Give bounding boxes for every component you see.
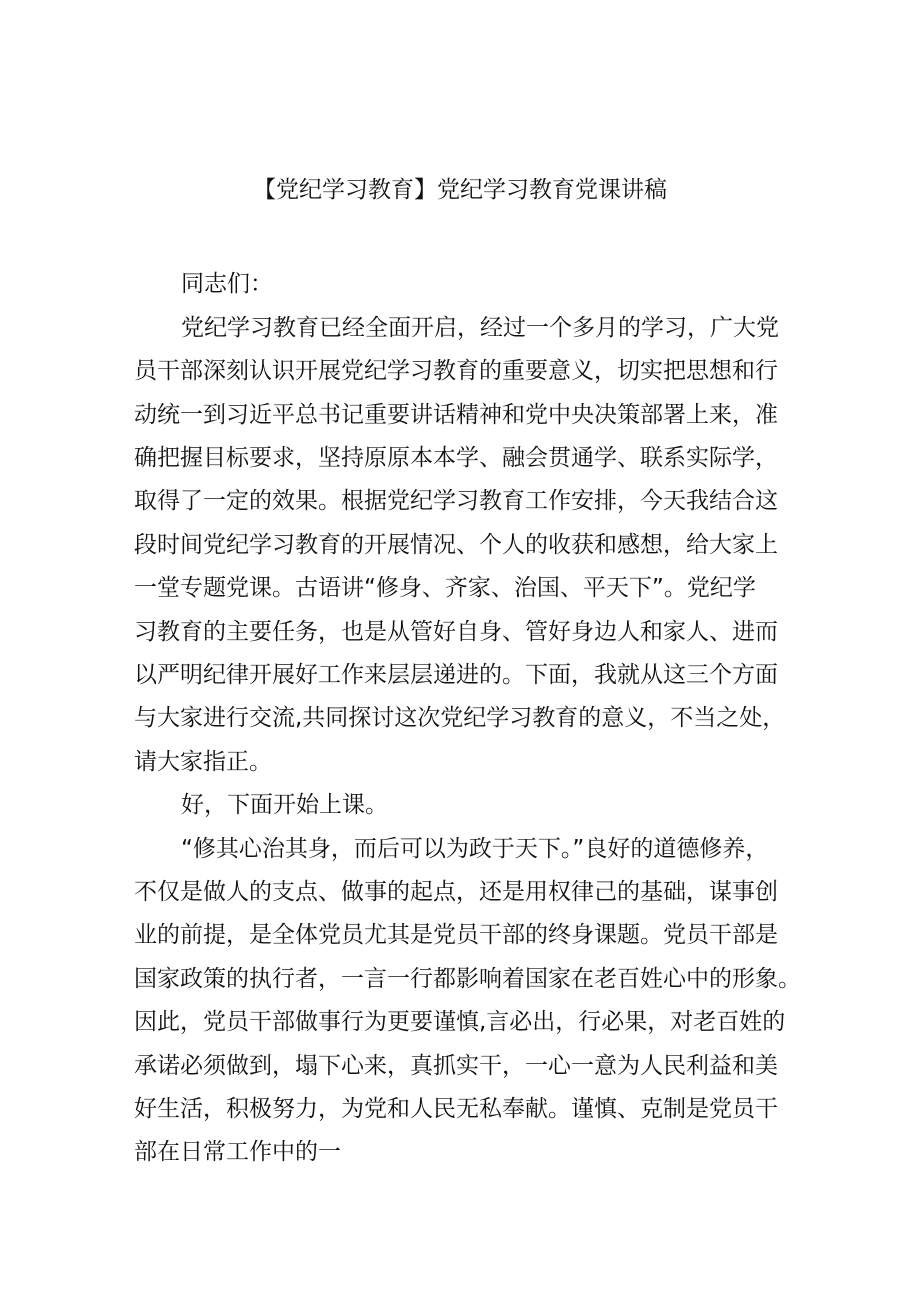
paragraph-line: 业的前提，是全体党员尤其是党员干部的终身课题。党员干部是: [134, 922, 778, 948]
paragraph-line: 取得了一定的效果。根据党纪学习教育工作安排，今天我结合这: [134, 488, 778, 514]
paragraph-line: 党纪学习教育已经全面开启，经过一个多月的学习，广大党: [181, 315, 779, 341]
paragraph-line: 不仅是做人的支点、做事的起点，还是用权律己的基础，谋事创: [134, 879, 778, 905]
paragraph-line: 与大家进行交流,共同探讨这次党纪学习教育的意义，不当之处，: [134, 705, 786, 731]
paragraph-line: 同志们：: [181, 271, 273, 297]
paragraph-line: 员干部深刻认识开展党纪学习教育的重要意义，切实把思想和行: [134, 358, 778, 384]
paragraph-line: 好生活，积极努力，为党和人民无私奉献。谨慎、克制是党员干: [134, 1096, 778, 1122]
paragraph-line: 确把握目标要求，坚持原原本本学、融会贯通学、联系实际学，: [134, 445, 778, 471]
document-title: 【党纪学习教育】党纪学习教育党课讲稿: [253, 177, 667, 203]
paragraph-line: 承诺必须做到，塌下心来，真抓实干，一心一意为人民利益和美: [134, 1053, 778, 1079]
paragraph-line: 动统一到习近平总书记重要讲话精神和党中央决策部署上来，准: [134, 402, 778, 428]
paragraph-line: 以严明纪律开展好工作来层层递进的。下面，我就从这三个方面: [134, 662, 778, 688]
paragraph-line: 因此，党员干部做事行为更要谨慎,言必出，行必果，对老百姓的: [134, 1009, 786, 1035]
paragraph-line: 一堂专题党课。古语讲“修身、齐家、治国、平天下”。党纪学: [134, 575, 756, 601]
paragraph-line: 国家政策的执行者，一言一行都影响着国家在老百姓心中的形象。: [134, 966, 801, 992]
paragraph-line: 部在日常工作中的一: [134, 1139, 341, 1165]
paragraph-line: “修其心治其身，而后可以为政于天下。”良好的道德修养，: [181, 836, 769, 862]
paragraph-line: 请大家指正。: [134, 749, 272, 775]
paragraph-line: 好，下面开始上课。: [181, 792, 388, 818]
paragraph-line: 习教育的主要任务，也是从管好自身、管好身边人和家人、进而: [134, 619, 778, 645]
paragraph-line: 段时间党纪学习教育的开展情况、个人的收获和感想，给大家上: [134, 532, 778, 558]
